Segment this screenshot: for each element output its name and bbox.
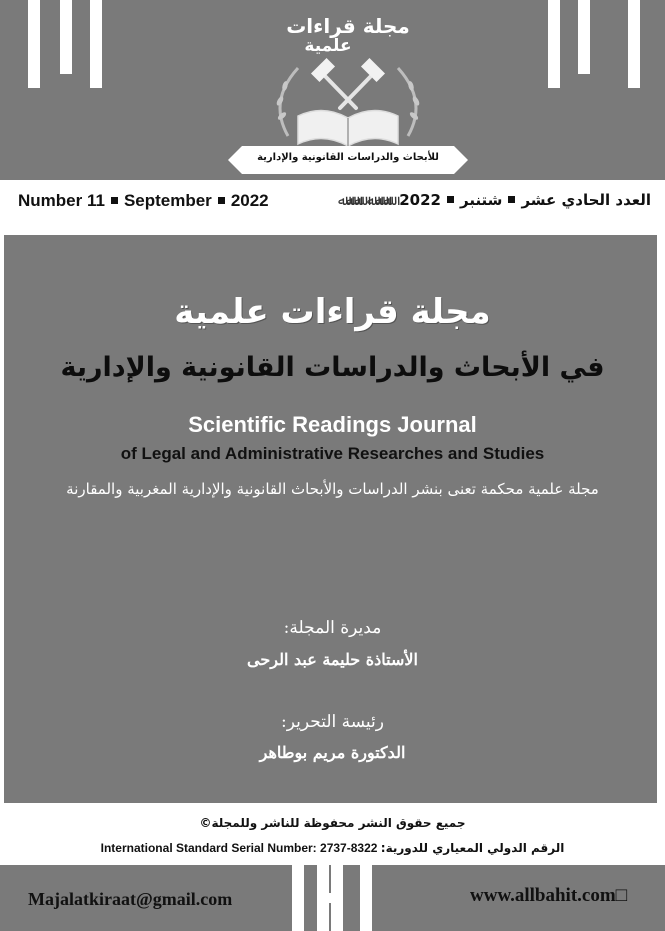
- separator-square: [508, 196, 515, 203]
- logo-ribbon-text: للأبحاث والدراسات القانونية والإدارية: [257, 152, 439, 163]
- decorative-bar: [28, 0, 40, 88]
- issue-month: September: [123, 191, 212, 210]
- issn-label-arabic: الرقم الدولي المعياري للدورية:: [380, 841, 565, 855]
- issue-number: Number 11: [18, 191, 105, 210]
- issue-info-arabic: [399, 191, 651, 209]
- issue-year: 2022: [230, 191, 269, 210]
- website-link[interactable]: www.allbahit.com□: [470, 885, 628, 906]
- issn-label-english: International Standard Serial Number:: [100, 841, 317, 855]
- footer-decorative-bar: [292, 865, 304, 931]
- title-arabic-sub: في الأبحاث والدراسات القانونية والإدارية: [60, 352, 605, 383]
- footer-decorative-crossbar: [317, 893, 343, 903]
- title-arabic-main: مجلة قراءات علمية: [174, 292, 491, 332]
- decorative-bar: [628, 0, 640, 88]
- footer-decorative-bar: [360, 865, 372, 931]
- separator-square: [111, 197, 118, 204]
- title-english-sub: of Legal and Administrative Researches and Studies: [120, 444, 545, 463]
- logo-title-line1: مجلة قراءات: [286, 14, 410, 38]
- decorative-bar: [60, 0, 72, 74]
- hammers-over-open-book-emblem-icon: [268, 56, 428, 152]
- contact-email-link[interactable]: Majalatkiraat@gmail.com: [28, 889, 233, 909]
- decorative-bar: [548, 0, 560, 88]
- separator-square: [447, 196, 454, 203]
- decorative-bar: [578, 0, 590, 74]
- decorative-bar: [90, 0, 102, 88]
- journal-description-arabic: مجلة علمية محكمة تعنى بنشر الدراسات والأبحاث القانونية والإدارية المغربية والمقارنة: [66, 480, 599, 498]
- journal-logo: [228, 4, 468, 174]
- issue-month-arabic: شتنبر: [459, 191, 503, 209]
- issn-line: [0, 841, 665, 855]
- separator-square: [218, 197, 225, 204]
- copyright-notice: جميع حقوق النشر محفوظة للناشر وللمجلة©: [199, 816, 466, 830]
- title-english-main: Scientific Readings Journal: [188, 412, 477, 437]
- director-name: الأستاذة حليمة عبد الرحى: [247, 650, 418, 669]
- editor-label: رئيسة التحرير:: [281, 712, 384, 732]
- ornament-glyphs: ﷲﷲﷲ ﷲﷲﷲ: [338, 193, 392, 209]
- issue-info-english: [18, 191, 269, 211]
- logo-title-line2: علمية: [304, 36, 352, 56]
- director-label: مديرة المجلة:: [283, 618, 382, 638]
- issue-year-arabic: 2022: [399, 191, 441, 209]
- issue-number-arabic: العدد الحادي عشر: [521, 191, 651, 209]
- editor-name: الدكتورة مريم بوطاهر: [259, 743, 406, 762]
- issn-number: 2737-8322: [320, 841, 378, 855]
